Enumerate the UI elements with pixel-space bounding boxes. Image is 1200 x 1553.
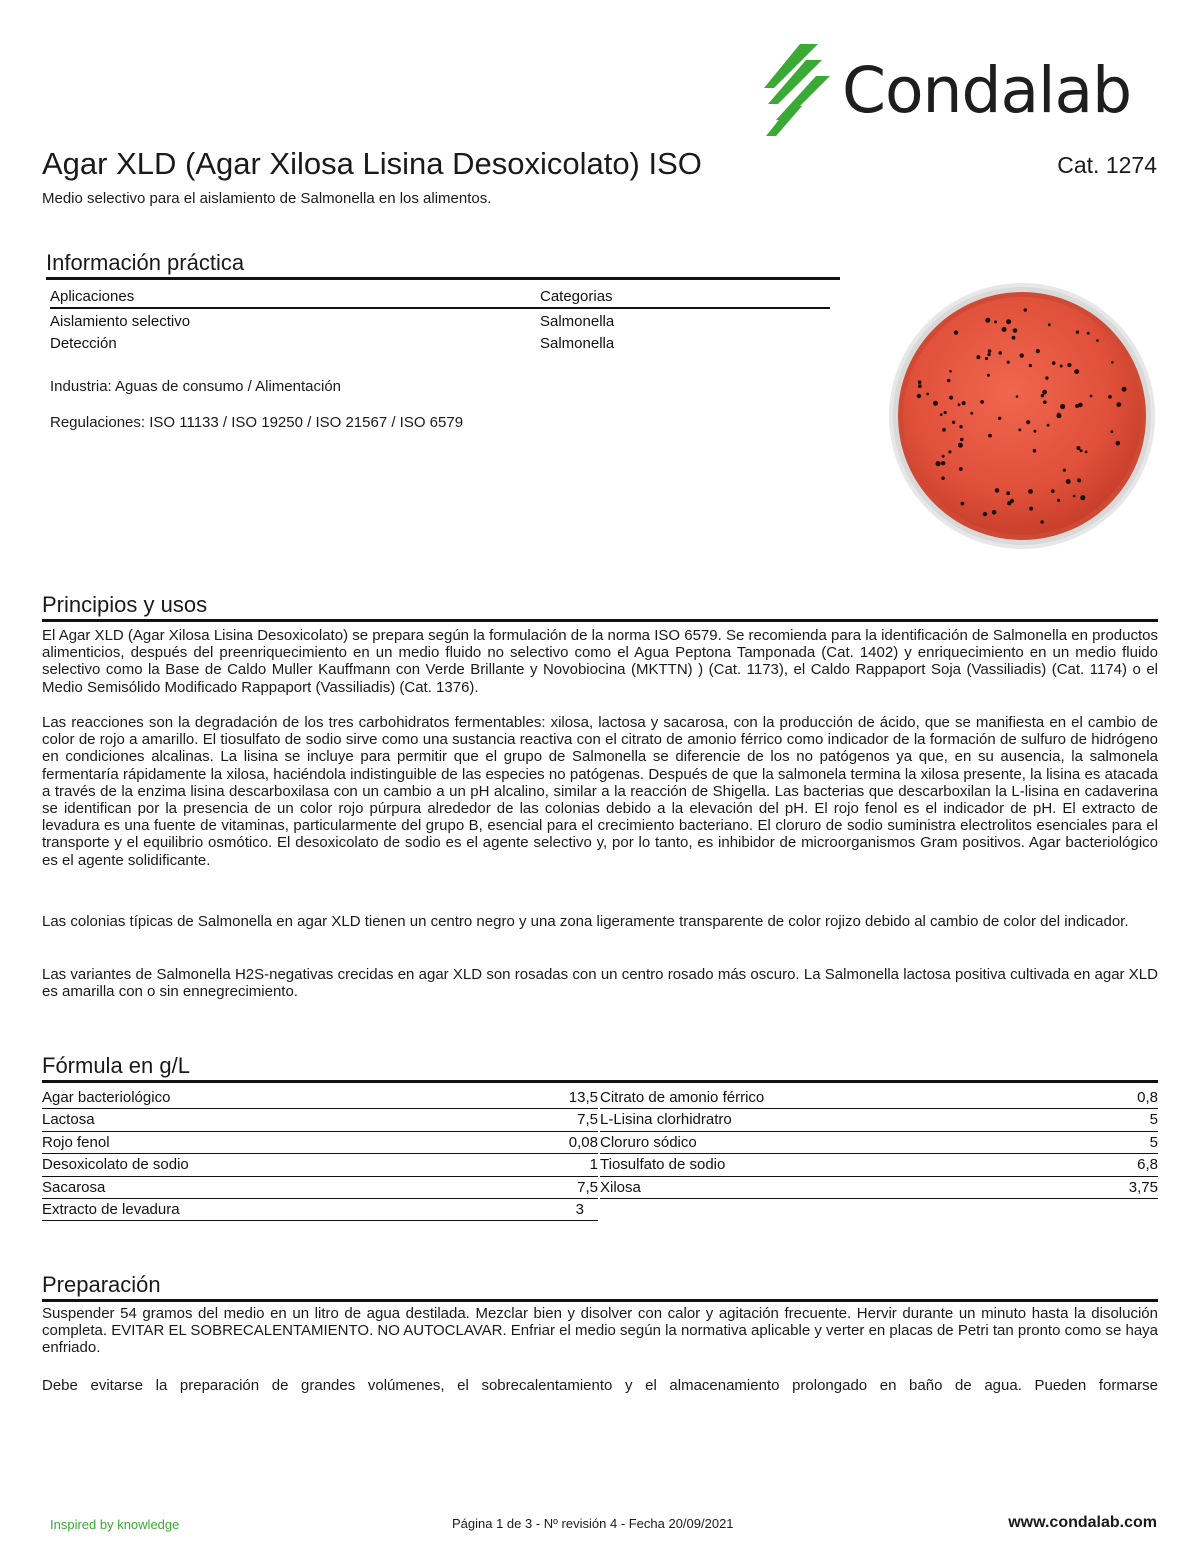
colony-dot bbox=[1057, 413, 1060, 416]
principles-paragraph: Las variantes de Salmonella H2S-negativas crecidas en agar XLD son rosadas con un centro rosado más oscuro. La Salmonella lactosa positiva cultivada en agar XLD es amarilla con o sin ennegrecimiento. bbox=[42, 966, 1158, 1001]
colony-dot bbox=[947, 379, 951, 383]
ingredient-name: Xilosa bbox=[600, 1178, 641, 1196]
table-row bbox=[42, 1199, 598, 1221]
colony-dot bbox=[1012, 336, 1016, 340]
ingredient-value: 3,75 bbox=[1128, 1178, 1158, 1196]
colony-dot bbox=[1111, 361, 1114, 364]
colony-dot bbox=[994, 320, 997, 323]
table-row bbox=[600, 1109, 1158, 1131]
colony-dot bbox=[1016, 395, 1019, 398]
colony-dot bbox=[958, 443, 963, 448]
colony-dot bbox=[1060, 404, 1065, 409]
ingredient-name: Extracto de levadura bbox=[42, 1200, 180, 1218]
formula-right-column bbox=[600, 1087, 1158, 1199]
colony-dot bbox=[936, 461, 941, 466]
table-row bbox=[50, 311, 830, 333]
ingredient-name: Lactosa bbox=[42, 1111, 95, 1129]
ingredient-value: 3 bbox=[575, 1200, 584, 1218]
colony-dot bbox=[1029, 364, 1032, 367]
colony-dot bbox=[1080, 449, 1083, 452]
application-cell: Detección bbox=[50, 335, 117, 352]
colony-dot bbox=[958, 403, 961, 406]
colony-dot bbox=[987, 374, 990, 377]
brand-logo bbox=[762, 44, 1158, 136]
category-cell: Salmonella bbox=[540, 335, 615, 352]
page-subtitle: Medio selectivo para el aislamiento de Salmonella en los alimentos. bbox=[42, 190, 492, 207]
colony-dot bbox=[970, 412, 973, 415]
colony-dot bbox=[1036, 349, 1040, 353]
colony-dot bbox=[1013, 328, 1018, 333]
colony-dot bbox=[918, 380, 922, 384]
colony-dot bbox=[1033, 430, 1036, 433]
footer-slogan: Inspired by knowledge bbox=[50, 1517, 180, 1532]
colony-dot bbox=[1007, 501, 1011, 505]
colony-dot bbox=[1122, 387, 1127, 392]
table-row bbox=[600, 1087, 1158, 1109]
colony-dot bbox=[992, 510, 997, 515]
formula-left-column bbox=[42, 1087, 598, 1221]
table-row bbox=[42, 1132, 598, 1154]
ingredient-value: 7,5 bbox=[577, 1178, 598, 1196]
colony-dot bbox=[952, 421, 955, 424]
colony-dot bbox=[1063, 469, 1066, 472]
colony-dot bbox=[1075, 404, 1079, 408]
colony-dot bbox=[1057, 499, 1060, 502]
colony-dot bbox=[1116, 441, 1121, 446]
preparation-heading: Preparación bbox=[42, 1272, 1158, 1302]
colony-dot bbox=[1048, 323, 1051, 326]
colony-dot bbox=[954, 330, 958, 334]
colony-dot bbox=[961, 502, 965, 506]
colony-dot bbox=[1085, 451, 1088, 454]
colony-dot bbox=[1111, 430, 1114, 433]
footer-website-link[interactable]: www.condalab.com bbox=[1008, 1514, 1157, 1531]
colony-dot bbox=[1051, 489, 1055, 493]
colony-dot bbox=[949, 396, 953, 400]
table-row bbox=[600, 1132, 1158, 1154]
ingredient-value: 0,8 bbox=[1137, 1089, 1158, 1106]
ingredient-name: Agar bacteriológico bbox=[42, 1089, 171, 1106]
ingredient-value: 0,08 bbox=[568, 1133, 598, 1151]
colony-dot bbox=[1007, 361, 1010, 364]
ingredient-name: Desoxicolato de sodio bbox=[42, 1156, 189, 1174]
ingredient-value: 13,5 bbox=[568, 1089, 598, 1106]
colony-dot bbox=[1045, 376, 1048, 379]
colony-dot bbox=[985, 318, 990, 323]
table-row bbox=[600, 1177, 1158, 1199]
colony-dot bbox=[1077, 478, 1081, 482]
colony-dot bbox=[1018, 428, 1021, 431]
table-row bbox=[42, 1154, 598, 1176]
colony-dot bbox=[1006, 491, 1010, 495]
colony-dot bbox=[1024, 308, 1028, 312]
colony-dot bbox=[949, 370, 952, 373]
table-row bbox=[600, 1154, 1158, 1176]
colony-dot bbox=[988, 349, 992, 353]
principles-heading: Principios y usos bbox=[42, 592, 1158, 622]
footer-page-info: Página 1 de 3 - Nº revisión 4 - Fecha 20/09/2021 bbox=[452, 1516, 734, 1531]
brand-name: Condalab bbox=[842, 53, 1132, 127]
petri-dish-image bbox=[888, 282, 1156, 550]
colony-dot bbox=[1033, 449, 1037, 453]
preparation-paragraph: Suspender 54 gramos del medio en un litro de agua destilada. Mezclar bien y disolver con calor y agitación frecuente. Hervir durante un minuto hasta la disolución completa. EVITAR EL SOBRECALENTAMIENTO. NO AUTOCLAVAR. Enfriar el medio según la normativa aplicable y verter en placas de Petri tan pronto como se haya enfriado. bbox=[42, 1305, 1158, 1357]
colony-dot bbox=[1066, 479, 1071, 484]
colony-dot bbox=[998, 417, 1001, 420]
table-row bbox=[42, 1109, 598, 1131]
colony-dot bbox=[980, 400, 984, 404]
table-row bbox=[42, 1087, 598, 1109]
colony-dot bbox=[1076, 330, 1079, 333]
colony-dot bbox=[1060, 365, 1063, 368]
ingredient-name: Sacarosa bbox=[42, 1178, 106, 1196]
ingredient-value: 6,8 bbox=[1137, 1156, 1158, 1174]
preparation-paragraph: Debe evitarse la preparación de grandes volúmenes, el sobrecalentamiento y el almacenamiento prolongado en baño de agua. Pueden formarse bbox=[42, 1377, 1158, 1394]
colony-dot bbox=[995, 488, 1000, 493]
categories-header: Categorias bbox=[540, 288, 613, 305]
ingredient-value: 5 bbox=[1149, 1133, 1158, 1151]
colony-dot bbox=[941, 476, 945, 480]
colony-dot bbox=[942, 455, 945, 458]
colony-dot bbox=[1041, 394, 1044, 397]
ingredient-value: 5 bbox=[1149, 1111, 1158, 1129]
ingredient-name: L-Lisina clorhidratro bbox=[600, 1111, 732, 1129]
colony-dot bbox=[1020, 353, 1024, 357]
colony-dot bbox=[1116, 402, 1121, 407]
colony-dot bbox=[1043, 400, 1047, 404]
principles-paragraph: Las reacciones son la degradación de los tres carbohidratos fermentables: xilosa, lactosa y sacarosa, con la producción de ácido, que se manifiesta en el cambio de color de rojo a amarillo. El tiosulfato de sodio sirve como una sustancia reactiva con el citrato de amonio férrico como indicador de la formación de sulfuro de hidrógeno en condiciones alcalinas. La lisina se incluye para permitir que el grupo de Salmonella se diferencie de los no patógenos ya que, en su ausencia, la salmonela fermentaría rápidamente la xilosa, haciéndola indistinguible de las especies no patógenas. Después de que la salmonela termina la xilosa presente, la lisina es atacada a través de la enzima lisina descarboxilasa con un cambio a un pH alcalino, similar a la reacción de Shigella. Las bacterias que descarboxilan la L-lisina en cadaverina se identifican por la presencia de un color rojo púrpura alrededor de las colonias debido a la elevación del pH. El rojo fenol es el indicador de pH. El extracto de levadura es una fuente de vitaminas, particularmente del grupo B, esencial para el crecimiento bacteriano. El cloruro de sodio suministra electrolitos esenciales para el transporte y el equilibrio osmótico. El desoxicolato de sodio es el agente selectivo y, por lo tanto, es inhibidor de microorganismos Gram positivos. Agar bacteriológico es el agente solidificante. bbox=[42, 714, 1158, 869]
ingredient-name: Citrato de amonio férrico bbox=[600, 1089, 765, 1106]
practical-info-heading: Información práctica bbox=[46, 250, 840, 280]
colony-dot bbox=[987, 353, 990, 356]
practical-info-table bbox=[50, 288, 830, 355]
colony-dot bbox=[999, 351, 1003, 355]
regulations-line: Regulaciones: ISO 11133 / ISO 19250 / ISO 21567 / ISO 6579 bbox=[50, 414, 464, 431]
ingredient-name: Tiosulfato de sodio bbox=[600, 1156, 726, 1174]
colony-dot bbox=[1047, 424, 1050, 427]
category-cell: Salmonella bbox=[540, 313, 615, 330]
colony-dot bbox=[1002, 327, 1007, 332]
colony-dot bbox=[917, 394, 921, 398]
colony-dot bbox=[959, 467, 963, 471]
colony-dot bbox=[940, 413, 943, 416]
ingredient-name: Cloruro sódico bbox=[600, 1133, 697, 1151]
application-cell: Aislamiento selectivo bbox=[50, 313, 191, 330]
colony-dot bbox=[1067, 363, 1071, 367]
ingredient-value: 1 bbox=[589, 1156, 598, 1174]
colony-dot bbox=[1096, 339, 1099, 342]
ingredient-value: 7,5 bbox=[577, 1111, 598, 1129]
colony-dot bbox=[962, 401, 966, 405]
principles-paragraph: El Agar XLD (Agar Xilosa Lisina Desoxicolato) se prepara según la formulación de la norma ISO 6579. Se recomienda para la identificación de Salmonella en productos alimenticios, después del preenriquecimiento en un medio fluido no selectivo como el Agua Peptona Tamponada (Cat. 1402) y enriquecimiento en un medio fluido selectivo como la Base de Caldo Muller Kauffmann con Verde Brillante y Novobiocina (MKTTN) ) (Cat. 1173), el Caldo Rappaport Soja (Vassiliadis) (Cat. 1174) o el Medio Semisólido Modificado Rappaport (Vassiliadis) (Cat. 1376). bbox=[42, 627, 1158, 696]
colony-dot bbox=[933, 401, 938, 406]
colony-dot bbox=[1074, 369, 1079, 374]
catalog-number: Cat. 1274 bbox=[1057, 152, 1157, 178]
colony-dot bbox=[1087, 332, 1090, 335]
colony-dot bbox=[1052, 361, 1056, 365]
colony-dot bbox=[942, 428, 946, 432]
colony-dot bbox=[941, 461, 945, 465]
colony-dot bbox=[1080, 495, 1085, 500]
colony-dot bbox=[1108, 395, 1112, 399]
principles-paragraph: Las colonias típicas de Salmonella en agar XLD tienen un centro negro y una zona ligeramente transparente de color rojizo debido al cambio de color del indicador. bbox=[42, 913, 1129, 930]
industry-line: Industria: Aguas de consumo / Alimentación bbox=[50, 378, 342, 395]
condalab-mark-icon bbox=[762, 44, 832, 136]
colony-dot bbox=[985, 357, 988, 360]
table-row bbox=[42, 1177, 598, 1199]
colony-dot bbox=[918, 384, 922, 388]
colony-dot bbox=[1029, 507, 1033, 511]
colony-dot bbox=[926, 393, 929, 396]
colony-dot bbox=[976, 355, 980, 359]
colony-dot bbox=[983, 512, 987, 516]
colony-dot bbox=[960, 438, 964, 442]
colony-dot bbox=[944, 411, 947, 414]
colony-dot bbox=[1028, 489, 1033, 494]
formula-heading: Fórmula en g/L bbox=[42, 1053, 1158, 1083]
colony-dot bbox=[1006, 319, 1011, 324]
applications-header: Aplicaciones bbox=[50, 288, 135, 305]
colony-dot bbox=[988, 434, 992, 438]
ingredient-name: Rojo fenol bbox=[42, 1133, 110, 1151]
colony-dot bbox=[1040, 520, 1043, 523]
colony-dot bbox=[1042, 390, 1047, 395]
colony-dot bbox=[1076, 446, 1080, 450]
colony-dot bbox=[948, 450, 951, 453]
colony-dot bbox=[1073, 495, 1076, 498]
colony-dot bbox=[959, 425, 962, 428]
table-row bbox=[50, 333, 830, 355]
page-title: Agar XLD (Agar Xilosa Lisina Desoxicolato) ISO bbox=[42, 146, 702, 181]
practical-info-header-row bbox=[50, 288, 830, 309]
colony-dot bbox=[1090, 395, 1093, 398]
colony-dot bbox=[1026, 420, 1030, 424]
